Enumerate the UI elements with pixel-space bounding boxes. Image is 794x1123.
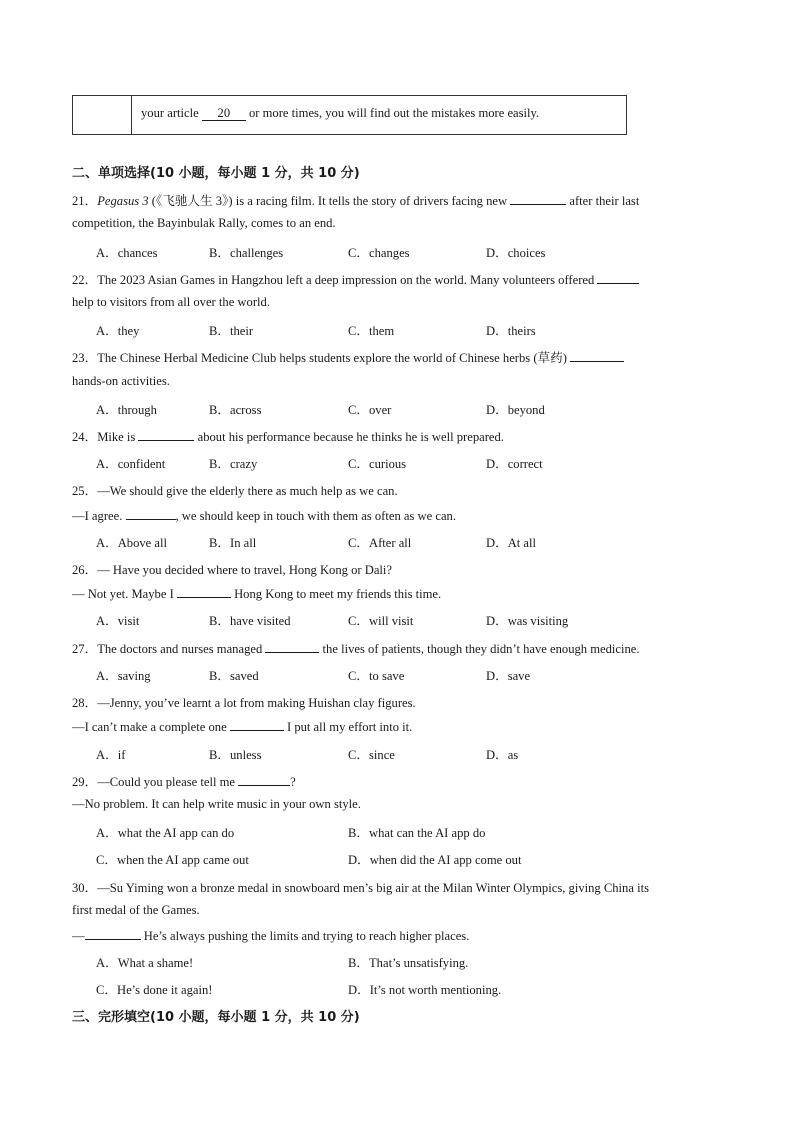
question-23-line-1: 23．The Chinese Herbal Medicine Club helps students explore the world of Chinese herbs (草药) [72,347,624,366]
question-28-line-1: 28．—Jenny, you’ve learnt a lot from making Huishan clay figures. [72,696,416,710]
option-28-b[interactable]: B．unless [209,748,262,762]
answer-blank [138,428,194,441]
option-21-c[interactable]: C．changes [348,246,410,260]
question-27-line-1: 27．The doctors and nurses managed the lives of patients, though they didn’t have enough medicine. [72,642,640,656]
question-30-line-2: first medal of the Games. [72,903,200,917]
option-24-b[interactable]: B．crazy [209,457,258,471]
option-25-d[interactable]: D．At all [486,536,537,550]
option-22-b[interactable]: B．their [209,324,254,338]
answer-table-row [72,95,627,135]
answer-blank [570,349,624,362]
option-29-c[interactable]: C．when the AI app came out [96,853,249,867]
answer-blank-filled: 20 [202,107,246,121]
option-23-d[interactable]: D．beyond [486,403,545,417]
option-22-c[interactable]: C．them [348,324,395,338]
option-30-c[interactable]: C．He’s done it again! [96,983,213,997]
section-title-single-choice: 二、单项选择(10 小题，每小题 1 分，共 10 分) [72,166,360,181]
option-24-a[interactable]: A．confident [96,457,166,471]
table-divider [131,96,132,134]
option-23-a[interactable]: A．through [96,403,157,417]
option-30-b[interactable]: B．That’s unsatisfying. [348,956,469,970]
option-25-a[interactable]: A．Above all [96,536,167,550]
question-25-line-2: —I agree. , we should keep in touch with them as often as we can. [72,509,456,523]
question-30-line-1: 30．—Su Yiming won a bronze medal in snowboard men’s big air at the Milan Winter Olympics, giving China its [72,881,649,895]
option-28-d[interactable]: D．as [486,748,519,762]
option-25-b[interactable]: B．In all [209,536,257,550]
option-27-c[interactable]: C．to save [348,669,405,683]
option-21-b[interactable]: B．challenges [209,246,284,260]
option-27-a[interactable]: A．saving [96,669,151,683]
option-30-d[interactable]: D．It’s not worth mentioning. [348,983,502,997]
option-23-b[interactable]: B．across [209,403,262,417]
question-26-line-1: 26．— Have you decided where to travel, Hong Kong or Dali? [72,563,392,577]
option-24-c[interactable]: C．curious [348,457,407,471]
option-29-d[interactable]: D．when did the AI app come out [348,853,522,867]
question-22-line-1: 22．The 2023 Asian Games in Hangzhou left a deep impression on the world. Many volunteers offered [72,269,639,288]
answer-blank [85,927,141,940]
option-21-d[interactable]: D．choices [486,246,546,260]
question-29-line-2: —No problem. It can help write music in your own style. [72,797,361,811]
option-26-b[interactable]: B．have visited [209,614,291,628]
option-24-d[interactable]: D．correct [486,457,543,471]
question-26-line-2: — Not yet. Maybe I Hong Kong to meet my friends this time. [72,587,442,601]
option-26-a[interactable]: A．visit [96,614,140,628]
question-21-line-1: 21．Pegasus 3 (《飞驰人生 3》) is a racing film. It tells the story of drivers facing new after their last [72,194,640,208]
question-28-line-2: —I can’t make a complete one I put all my effort into it. [72,720,413,734]
option-27-b[interactable]: B．saved [209,669,259,683]
option-26-c[interactable]: C．will visit [348,614,414,628]
option-25-c[interactable]: C．After all [348,536,412,550]
option-22-a[interactable]: A．they [96,324,140,338]
option-28-a[interactable]: A．if [96,748,126,762]
question-24-line-1: 24．Mike is about his performance because he thinks he is well prepared. [72,430,504,444]
question-22-line-2: help to visitors from all over the world. [72,295,270,309]
answer-blank [238,773,290,786]
option-26-d[interactable]: D．was visiting [486,614,569,628]
answer-blank [265,640,319,653]
option-27-d[interactable]: D．save [486,669,531,683]
option-30-a[interactable]: A．What a shame! [96,956,194,970]
option-23-c[interactable]: C．over [348,403,392,417]
question-23-line-2: hands-on activities. [72,374,170,388]
option-28-c[interactable]: C．since [348,748,395,762]
answer-blank [126,507,176,520]
question-29-line-1: 29．—Could you please tell me ? [72,775,296,789]
option-29-a[interactable]: A．what the AI app can do [96,826,235,840]
section-title-cloze: 三、完形填空(10 小题，每小题 1 分，共 10 分) [72,1010,360,1025]
answer-blank [597,271,639,284]
table-cell-text: your article 20 or more times, you will find out the mistakes more easily. [141,106,540,120]
option-29-b[interactable]: B．what can the AI app do [348,826,486,840]
option-21-a[interactable]: A．chances [96,246,158,260]
answer-blank [177,585,231,598]
question-25-line-1: 25．—We should give the elderly there as much help as we can. [72,484,398,498]
question-21-line-2: competition, the Bayinbulak Rally, comes to an end. [72,216,336,230]
answer-blank [510,192,566,205]
option-22-d[interactable]: D．theirs [486,324,536,338]
answer-blank [230,718,284,731]
question-30-line-3: — He’s always pushing the limits and trying to reach higher places. [72,929,470,943]
